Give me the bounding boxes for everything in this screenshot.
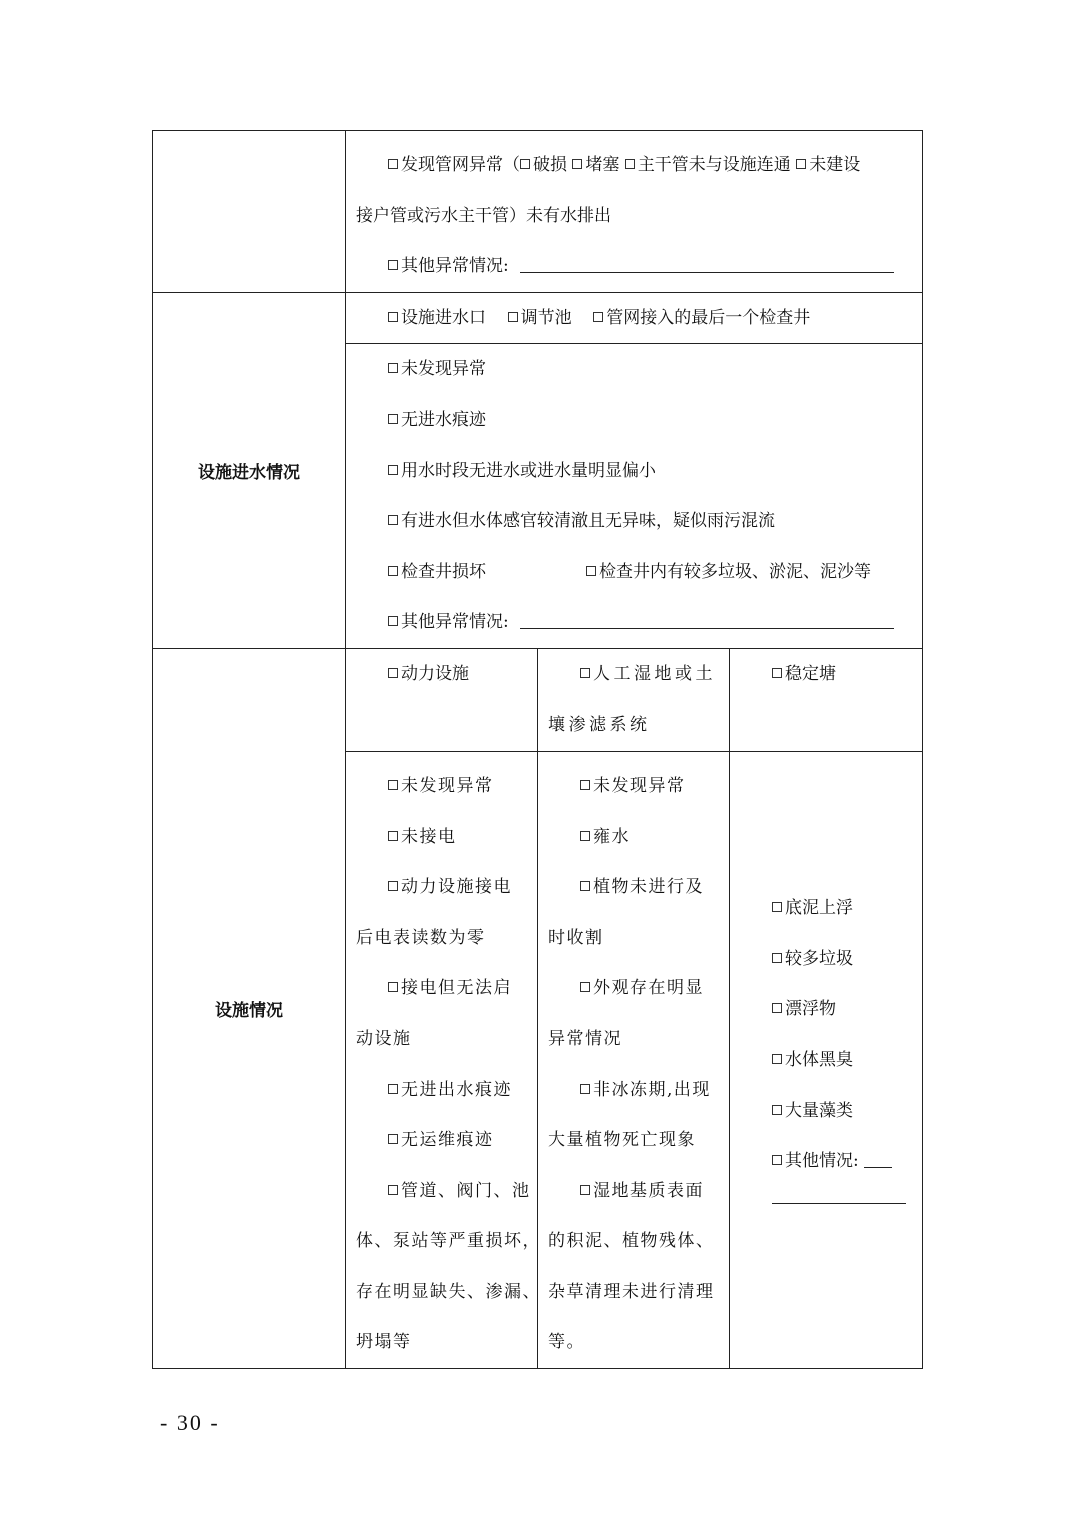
powered-facility-item-line xyxy=(346,1014,537,1065)
wetland-item-text: 的积泥、植物残体、 xyxy=(548,1231,715,1252)
wetland-item-checkbox[interactable] xyxy=(580,831,590,841)
inspection-table xyxy=(152,130,923,1369)
wetland-item-line xyxy=(538,1166,729,1217)
powered-facility-item-checkbox[interactable] xyxy=(388,982,398,992)
powered-facility-item-text: 动设施 xyxy=(356,1028,412,1049)
inflow-points-line xyxy=(346,293,922,344)
inflow-item-checkbox[interactable] xyxy=(388,515,398,525)
wetland-item-line xyxy=(538,1317,729,1368)
inflow-item-text: 用水时段无进水或进水量明显偏小 xyxy=(401,460,656,481)
facility-header-row xyxy=(153,648,923,751)
inflow-other-label: 其他异常情况: xyxy=(401,612,509,633)
wetland-item-line xyxy=(538,1267,729,1318)
powered-facility-item-line xyxy=(346,1216,541,1267)
mainpipe-label: 主干管未与设施连通 xyxy=(637,155,791,175)
pond-other-checkbox[interactable] xyxy=(772,1155,782,1165)
wetland-item-text: 植物未进行及 xyxy=(593,877,704,898)
inflow-item xyxy=(346,496,922,547)
inflow-item xyxy=(346,395,922,446)
pipe-anomaly-line xyxy=(346,140,922,191)
regulating-pool-checkbox[interactable] xyxy=(508,312,518,322)
pond-label: 稳定塘 xyxy=(785,663,836,684)
inflow-label: 设施进水情况 xyxy=(153,292,346,648)
powered-facility-label: 动力设施 xyxy=(401,663,469,684)
damage-checkbox[interactable] xyxy=(520,159,530,169)
pond-items xyxy=(730,751,923,1368)
pond-other-line xyxy=(730,1136,922,1187)
pond-item-text: 较多垃圾 xyxy=(785,948,853,969)
empty-label-cell xyxy=(153,131,346,293)
pond-item-text: 水体黑臭 xyxy=(785,1050,853,1070)
wetland-item-checkbox[interactable] xyxy=(580,982,590,992)
powered-facility-item-text: 体、泵站等严重损坏， xyxy=(356,1231,541,1252)
pond-item-text: 大量藻类 xyxy=(785,1100,853,1121)
block-label: 堵塞 xyxy=(585,155,620,175)
pipe-anomaly-line-2: 接户管或污水主干管）未有水排出 xyxy=(356,205,611,226)
well-debris-label: 检查井内有较多垃圾、淤泥、泥沙等 xyxy=(599,561,871,582)
pond-item-checkbox[interactable] xyxy=(772,1003,782,1013)
wetland-list xyxy=(538,761,729,1368)
wetland-item-text: 等。 xyxy=(548,1332,585,1353)
pipe-anomaly-text: 发现管网异常（ xyxy=(401,155,520,175)
pond-item xyxy=(730,1035,922,1086)
powered-facility-item-text: 未接电 xyxy=(401,826,457,847)
powered-facility-item-text: 接电但无法启 xyxy=(401,978,512,999)
wetland-items xyxy=(538,751,730,1368)
wetland-item-line xyxy=(538,812,729,863)
inflow-item-checkbox[interactable] xyxy=(388,465,398,475)
wetland-item-line xyxy=(538,963,729,1014)
inflow-item-text: 未发现异常 xyxy=(401,359,486,380)
pond-header xyxy=(730,648,923,751)
powered-facility-item-text: 管道、阀门、池 xyxy=(401,1180,531,1201)
powered-facility-list xyxy=(346,761,541,1368)
inflow-points-cell xyxy=(346,292,923,344)
pond-item xyxy=(730,1086,922,1137)
well-damaged-checkbox[interactable] xyxy=(388,566,398,576)
damage-label: 破损 xyxy=(533,155,567,175)
wetland-item-text: 外观存在明显 xyxy=(593,978,704,999)
powered-facility-item-text: 无运维痕迹 xyxy=(401,1130,494,1151)
powered-facility-item-text: 动力设施接电 xyxy=(401,877,512,898)
notbuilt-checkbox[interactable] xyxy=(796,159,806,169)
pond-item xyxy=(730,883,922,934)
inflow-other-line xyxy=(346,597,922,648)
powered-facility-item-checkbox[interactable] xyxy=(388,881,398,891)
pipe-anomaly-checkbox[interactable] xyxy=(388,159,398,169)
pipe-other-checkbox[interactable] xyxy=(388,260,398,270)
powered-facility-checkbox[interactable] xyxy=(388,668,398,678)
powered-facility-item-line xyxy=(346,1267,541,1318)
pond-other-blank[interactable] xyxy=(864,1153,892,1168)
powered-facility-items xyxy=(346,751,541,1368)
well-debris-checkbox[interactable] xyxy=(586,566,596,576)
wetland-item-text: 异常情况 xyxy=(548,1028,622,1049)
powered-facility-item-checkbox[interactable] xyxy=(388,1134,398,1144)
inflow-item-checkbox[interactable] xyxy=(388,363,398,373)
facility-label: 设施情况 xyxy=(153,648,346,1368)
inflow-item-text: 有进水但水体感官较清澈且无异味，疑似雨污混流 xyxy=(401,511,775,532)
mainpipe-checkbox[interactable] xyxy=(625,159,635,169)
powered-facility-item-line xyxy=(346,1317,537,1368)
wetland-item-checkbox[interactable] xyxy=(580,1185,590,1195)
wetland-item-line xyxy=(538,1115,729,1166)
pond-item-checkbox[interactable] xyxy=(772,953,782,963)
powered-facility-item-checkbox[interactable] xyxy=(388,831,398,841)
wetland-item-line xyxy=(538,862,729,913)
wetland-item-line xyxy=(538,761,729,812)
powered-facility-item-line xyxy=(346,1166,537,1217)
powered-facility-line xyxy=(346,649,537,700)
powered-facility-item-line xyxy=(346,862,537,913)
powered-facility-item-text: 无进出水痕迹 xyxy=(401,1079,512,1100)
wetland-item-checkbox[interactable] xyxy=(580,1084,590,1094)
wetland-item-text: 湿地基质表面 xyxy=(593,1180,704,1201)
pond-checkbox[interactable] xyxy=(772,668,782,678)
notbuilt-label: 未建设 xyxy=(809,155,861,175)
pipe-network-row xyxy=(153,131,923,293)
inlet-label: 设施进水口 xyxy=(401,307,486,328)
powered-facility-item-checkbox[interactable] xyxy=(388,1185,398,1195)
wetland-item-text: 大量植物死亡现象 xyxy=(548,1130,696,1151)
wetland-item-text: 非冰冻期,出现 xyxy=(593,1079,711,1100)
block-checkbox[interactable] xyxy=(572,159,582,169)
pipe-network-content xyxy=(346,131,923,293)
powered-facility-item-line xyxy=(346,761,537,812)
pond-item-checkbox[interactable] xyxy=(772,1105,782,1115)
inflow-other-checkbox[interactable] xyxy=(388,616,398,626)
wetland-item-text: 杂草清理未进行清理 xyxy=(548,1281,715,1302)
powered-facility-header xyxy=(346,648,538,751)
powered-facility-item-text: 存在明显缺失、渗漏、 xyxy=(356,1281,541,1302)
powered-facility-item-line xyxy=(346,1065,537,1116)
pond-item xyxy=(730,934,922,985)
inflow-items-cell xyxy=(346,344,923,649)
powered-facility-item-checkbox[interactable] xyxy=(388,1084,398,1094)
pond-other-label: 其他情况: xyxy=(785,1151,859,1172)
well-damaged-label: 检查井损坏 xyxy=(401,561,486,582)
powered-facility-item-text: 后电表读数为零 xyxy=(356,927,486,948)
regulating-pool-label: 调节池 xyxy=(520,307,572,328)
pond-list xyxy=(730,883,922,1237)
powered-facility-item-checkbox[interactable] xyxy=(388,780,398,790)
pipe-other-blank[interactable] xyxy=(520,258,894,273)
powered-facility-item-text: 未发现异常 xyxy=(401,775,494,796)
pond-other-blank-2[interactable] xyxy=(772,1187,906,1204)
pipe-other-label: 其他异常情况: xyxy=(401,256,509,277)
inflow-item-text: 无进水痕迹 xyxy=(401,409,486,430)
pond-item-checkbox[interactable] xyxy=(772,902,782,912)
well-line xyxy=(346,547,922,598)
wetland-item-line xyxy=(538,1216,729,1267)
inlet-checkbox[interactable] xyxy=(388,312,398,322)
inflow-other-blank[interactable] xyxy=(520,614,894,629)
wetland-item-line xyxy=(538,1014,729,1065)
powered-facility-item-line xyxy=(346,1115,537,1166)
powered-facility-item-line xyxy=(346,913,537,964)
inflow-item xyxy=(346,446,922,497)
wetland-header xyxy=(538,648,730,751)
wetland-item-text: 雍水 xyxy=(593,826,630,847)
wetland-item-text: 时收割 xyxy=(548,927,604,948)
powered-facility-item-line xyxy=(346,812,537,863)
wetland-label-1: 人工湿地或土 xyxy=(593,663,716,684)
last-well-checkbox[interactable] xyxy=(593,312,603,322)
pipe-other-line xyxy=(346,241,922,292)
page-number: - 30 - xyxy=(160,1410,220,1435)
pond-item-text: 漂浮物 xyxy=(785,999,836,1020)
pond-header-line xyxy=(730,649,922,700)
wetland-item-checkbox[interactable] xyxy=(580,780,590,790)
wetland-header-line1 xyxy=(538,649,729,700)
pond-item-text: 底泥上浮 xyxy=(785,898,853,919)
last-well-label: 管网接入的最后一个检查井 xyxy=(606,307,811,328)
pond-item xyxy=(730,984,922,1035)
inflow-item xyxy=(346,344,922,395)
pond-other-blank-row xyxy=(730,1187,922,1237)
wetland-label-2: 壤渗滤系统 xyxy=(548,714,651,735)
wetland-item-line xyxy=(538,913,729,964)
wetland-item-text: 未发现异常 xyxy=(593,775,686,796)
wetland-item-line xyxy=(538,1065,729,1116)
inflow-item-checkbox[interactable] xyxy=(388,414,398,424)
powered-facility-item-text: 坍塌等 xyxy=(356,1332,412,1353)
powered-facility-item-line xyxy=(346,963,537,1014)
inflow-points-row xyxy=(153,292,923,344)
wetland-item-checkbox[interactable] xyxy=(580,881,590,891)
wetland-checkbox[interactable] xyxy=(580,668,590,678)
pond-item-checkbox[interactable] xyxy=(772,1054,782,1064)
